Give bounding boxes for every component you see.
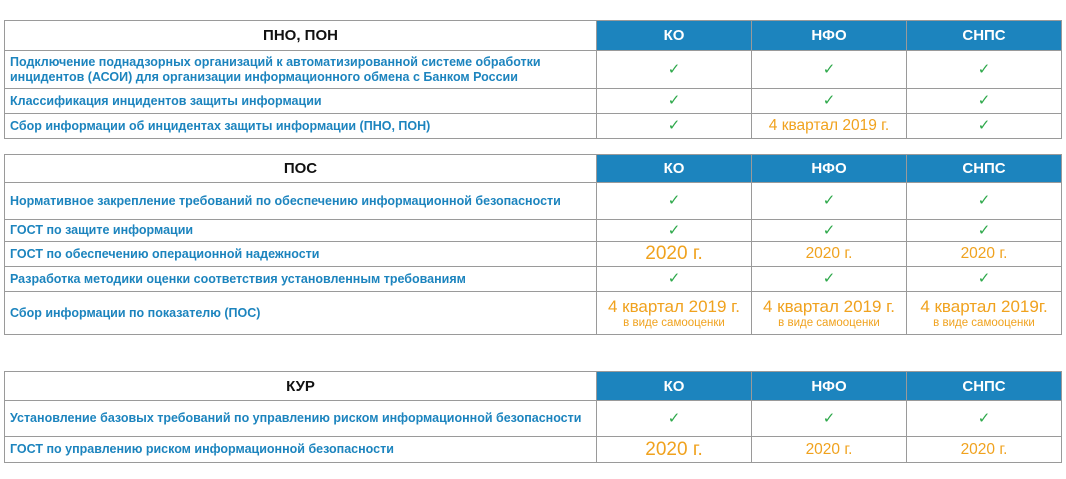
deadline-date: 4 квартал 2019 г.	[762, 296, 896, 316]
row-label: Сбор информации по показателю (ПОС)	[5, 292, 597, 335]
row-label: ГОСТ по защите информации	[5, 220, 597, 242]
table-header-row	[5, 155, 1062, 183]
deadline-text	[597, 297, 751, 330]
check-icon: ✓	[667, 192, 681, 209]
column-header-ko: КО	[597, 155, 752, 183]
deadline-text: 2020 г.	[960, 245, 1008, 262]
deadline-date: 4 квартал 2019г.	[920, 296, 1048, 316]
status-cell	[907, 242, 1062, 267]
column-header-nfo: НФО	[752, 21, 907, 51]
deadline-text: 2020 г.	[805, 245, 853, 262]
table-row	[5, 183, 1062, 220]
status-cell	[907, 220, 1062, 242]
deadline-text: 4 квартал 2019 г.	[768, 117, 890, 134]
check-icon: ✓	[822, 409, 836, 427]
column-header-snps: СНПС	[907, 372, 1062, 401]
check-icon: ✓	[977, 270, 991, 287]
status-cell	[907, 89, 1062, 114]
table-pno-pon	[4, 20, 1062, 139]
check-icon: ✓	[822, 192, 836, 209]
deadline-text	[752, 297, 906, 330]
check-icon: ✓	[667, 270, 681, 287]
check-icon: ✓	[667, 60, 681, 78]
table-header-row	[5, 372, 1062, 401]
check-icon: ✓	[822, 60, 836, 78]
deadline-text	[907, 297, 1061, 330]
deadline-text: 2020 г.	[645, 243, 703, 264]
status-cell	[752, 220, 907, 242]
check-icon: ✓	[667, 409, 681, 427]
status-cell	[907, 51, 1062, 89]
table-title: ПОС	[5, 155, 597, 183]
row-label: ГОСТ по управлению риском информационной безопасности	[5, 437, 597, 463]
deadline-note: в виде самооценки	[778, 316, 880, 329]
deadline-date: 4 квартал 2019 г.	[607, 296, 741, 316]
check-icon: ✓	[822, 92, 836, 109]
table-row	[5, 437, 1062, 463]
row-label: Подключение поднадзорных организаций к автоматизированной системе обработки инцидентов (АСОИ) для организации информационного обмена с Банком России	[5, 51, 597, 89]
table-row	[5, 51, 1062, 89]
column-header-snps: СНПС	[907, 21, 1062, 51]
status-cell	[597, 51, 752, 89]
check-icon: ✓	[977, 117, 991, 134]
check-icon: ✓	[822, 221, 836, 239]
status-cell	[907, 437, 1062, 463]
check-icon: ✓	[667, 117, 681, 134]
table-row	[5, 114, 1062, 139]
row-label: ГОСТ по обеспечению операционной надежности	[5, 242, 597, 267]
status-cell	[597, 89, 752, 114]
check-icon: ✓	[822, 270, 836, 287]
table-row	[5, 267, 1062, 292]
check-icon: ✓	[667, 221, 681, 239]
row-label: Нормативное закрепление требований по обеспечению информационной безопасности	[5, 183, 597, 220]
check-icon: ✓	[977, 192, 991, 209]
check-icon: ✓	[667, 92, 681, 109]
status-cell	[907, 267, 1062, 292]
status-cell	[597, 242, 752, 267]
status-cell	[752, 89, 907, 114]
status-cell	[752, 51, 907, 89]
table-title: ПНО, ПОН	[5, 21, 597, 51]
deadline-text: 2020 г.	[645, 438, 703, 460]
status-cell	[907, 292, 1062, 335]
deadline-text: 2020 г.	[805, 440, 853, 458]
column-header-nfo: НФО	[752, 155, 907, 183]
table-row	[5, 401, 1062, 437]
table-pos	[4, 154, 1062, 335]
status-cell	[752, 401, 907, 437]
status-cell	[907, 114, 1062, 139]
row-label: Установление базовых требований по управлению риском информационной безопасности	[5, 401, 597, 437]
status-cell	[907, 183, 1062, 220]
deadline-note: в виде самооценки	[623, 316, 725, 329]
table-title: КУР	[5, 372, 597, 401]
check-icon: ✓	[977, 92, 991, 109]
status-cell	[597, 183, 752, 220]
status-cell	[597, 401, 752, 437]
row-label: Классификация инцидентов защиты информации	[5, 89, 597, 114]
check-icon: ✓	[977, 60, 991, 78]
status-cell	[752, 292, 907, 335]
check-icon: ✓	[977, 221, 991, 239]
check-icon: ✓	[977, 409, 991, 427]
status-cell	[752, 114, 907, 139]
table-row	[5, 89, 1062, 114]
table-row	[5, 242, 1062, 267]
status-cell	[597, 114, 752, 139]
column-header-ko: КО	[597, 21, 752, 51]
status-cell	[752, 267, 907, 292]
column-header-nfo: НФО	[752, 372, 907, 401]
table-header-row	[5, 21, 1062, 51]
table-row	[5, 220, 1062, 242]
status-cell	[752, 242, 907, 267]
table-row	[5, 292, 1062, 335]
status-cell	[597, 220, 752, 242]
deadline-text: 2020 г.	[960, 440, 1008, 458]
row-label: Разработка методики оценки соответствия установленным требованиям	[5, 267, 597, 292]
row-label: Сбор информации об инцидентах защиты информации (ПНО, ПОН)	[5, 114, 597, 139]
status-cell	[907, 401, 1062, 437]
column-header-ko: КО	[597, 372, 752, 401]
status-cell	[597, 292, 752, 335]
deadline-note: в виде самооценки	[933, 316, 1035, 329]
table-kur	[4, 371, 1062, 463]
status-cell	[752, 183, 907, 220]
status-cell	[597, 267, 752, 292]
status-cell	[752, 437, 907, 463]
status-cell	[597, 437, 752, 463]
column-header-snps: СНПС	[907, 155, 1062, 183]
